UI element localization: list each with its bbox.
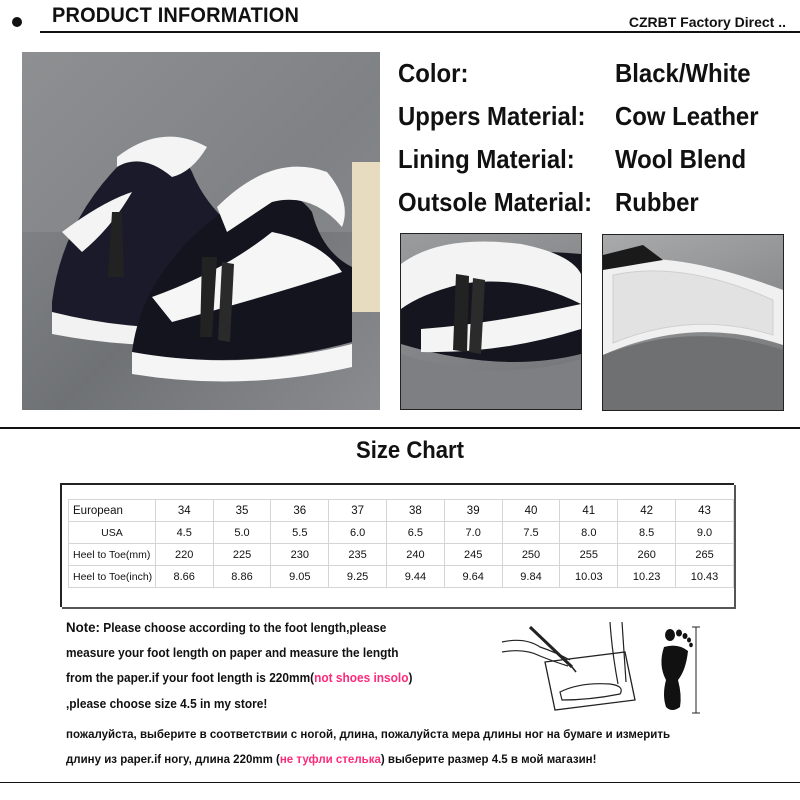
foot-measure-illustration — [500, 622, 640, 712]
table-cell: 9.84 — [502, 566, 560, 588]
note-line-1 — [66, 619, 386, 635]
table-cell: 38 — [387, 500, 445, 522]
table-cell: 34 — [155, 500, 213, 522]
table-cell: 235 — [329, 544, 387, 566]
table-cell: 9.64 — [444, 566, 502, 588]
pencil-foot-icon — [500, 622, 640, 712]
note-text: from the paper.if your foot length is 220mm( — [66, 671, 315, 685]
table-cell: 7.5 — [502, 522, 560, 544]
table-cell: 230 — [271, 544, 329, 566]
table-cell: 8.86 — [213, 566, 271, 588]
table-cell: 265 — [676, 544, 734, 566]
info-value-outsole: Rubber — [615, 187, 699, 217]
size-chart-table — [60, 483, 734, 607]
product-photo-main — [22, 52, 380, 410]
table-cell: 9.44 — [387, 566, 445, 588]
section-divider — [0, 427, 800, 429]
table-cell: 10.03 — [560, 566, 618, 588]
table-cell: 245 — [444, 544, 502, 566]
table-cell: 240 — [387, 544, 445, 566]
info-label-color: Color: — [398, 58, 469, 88]
header-brand-text: CZRBT Factory Direct .. — [628, 14, 786, 30]
table-cell: 260 — [618, 544, 676, 566]
row-header: European — [69, 500, 156, 522]
table-cell: 225 — [213, 544, 271, 566]
size-chart-title: Size Chart — [356, 437, 464, 464]
bottom-divider — [0, 782, 800, 783]
table-cell: 5.0 — [213, 522, 271, 544]
product-photo-detail-tassel — [400, 233, 582, 410]
info-value-lining: Wool Blend — [615, 144, 747, 174]
note-text: Please choose according to the foot length,please — [99, 621, 387, 635]
note-ru-highlight: не туфли стелька — [279, 754, 381, 766]
row-header: Heel to Toe(mm) — [69, 544, 156, 566]
table-cell: 8.66 — [155, 566, 213, 588]
table-cell: 250 — [502, 544, 560, 566]
table-cell: 6.0 — [329, 522, 387, 544]
note-ru-text: длину из paper.if ногу, длина 220mm ( — [66, 754, 280, 766]
info-value-color: Black/White — [615, 58, 751, 88]
table-cell: 6.5 — [387, 522, 445, 544]
note-highlight: not shoes insolo — [314, 671, 409, 685]
table-cell: 220 — [155, 544, 213, 566]
shoe-detail-illustration — [401, 234, 581, 409]
table-cell: 9.0 — [676, 522, 734, 544]
info-label-outsole: Outsole Material: — [398, 187, 593, 217]
note-line-2: measure your foot length on paper and measure the length — [66, 646, 399, 660]
note-ru-text: ) выберите размер 4.5 в мой магазин! — [380, 754, 597, 766]
info-label-lining: Lining Material: — [398, 144, 575, 174]
table-row — [69, 566, 734, 588]
table-cell: 35 — [213, 500, 271, 522]
table-cell: 10.23 — [618, 566, 676, 588]
table-cell: 9.25 — [329, 566, 387, 588]
info-label-uppers: Uppers Material: — [398, 101, 586, 131]
table-cell: 10.43 — [676, 566, 734, 588]
table-cell: 4.5 — [155, 522, 213, 544]
table-cell: 9.05 — [271, 566, 329, 588]
size-table-grid — [68, 499, 734, 588]
table-cell: 8.5 — [618, 522, 676, 544]
row-header: Heel to Toe(inch) — [69, 566, 156, 588]
header-title: PRODUCT INFORMATION — [52, 4, 300, 27]
table-cell: 40 — [502, 500, 560, 522]
note-ru-line-1: пожалуйста, выберите в соответствии с ногой, длина, пожалуйста мера длины ног на бумаге и измерить — [66, 729, 671, 741]
note-label: Note: — [66, 619, 100, 635]
table-cell: 43 — [676, 500, 734, 522]
shoe-illustration — [22, 52, 380, 410]
table-row — [69, 522, 734, 544]
table-cell: 255 — [560, 544, 618, 566]
table-cell: 37 — [329, 500, 387, 522]
note-line-3 — [66, 671, 412, 685]
table-cell: 42 — [618, 500, 676, 522]
footprint-icon — [656, 625, 711, 715]
info-value-uppers: Cow Leather — [615, 101, 759, 131]
table-cell: 39 — [444, 500, 502, 522]
header-bullet-icon — [12, 17, 22, 27]
table-cell: 36 — [271, 500, 329, 522]
table-row — [69, 500, 734, 522]
table-cell: 41 — [560, 500, 618, 522]
table-row — [69, 544, 734, 566]
footprint-graphic — [656, 625, 711, 715]
row-header: USA — [69, 522, 156, 544]
table-cell: 5.5 — [271, 522, 329, 544]
product-photo-detail-sole — [602, 234, 784, 411]
note-line-4: ,please choose size 4.5 in my store! — [66, 697, 268, 711]
note-ru-line-2 — [66, 754, 596, 766]
note-text: ) — [408, 671, 413, 685]
table-cell: 8.0 — [560, 522, 618, 544]
shoe-sole-illustration — [603, 235, 783, 410]
header-divider — [40, 31, 800, 33]
table-cell: 7.0 — [444, 522, 502, 544]
